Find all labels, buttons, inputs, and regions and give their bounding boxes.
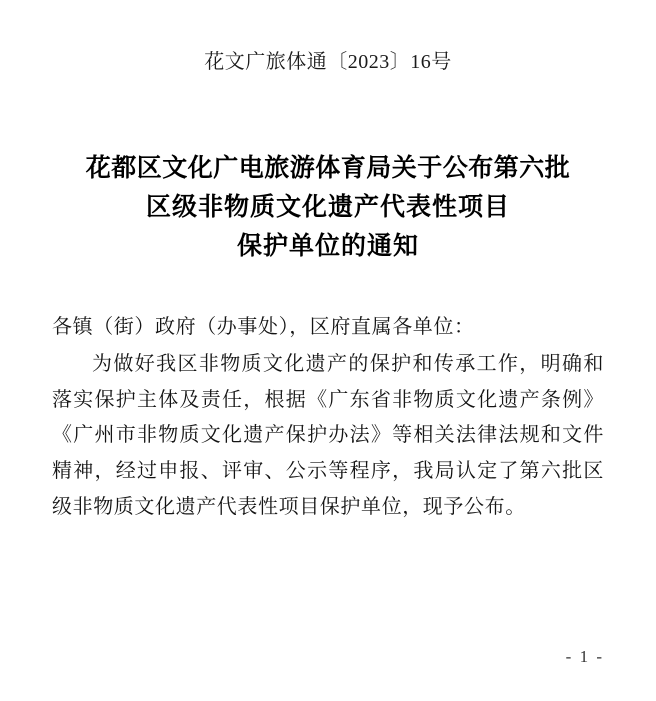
document-page xyxy=(0,48,656,701)
title-line-3: 保护单位的通知 xyxy=(236,232,419,260)
body-paragraph: 为做好我区非物质文化遗产的保护和传承工作，明确和落实保护主体及责任，根据《广东省非物质文化遗产条例》《广州市非物质文化遗产保护办法》等相关法律法规和文件精神，经过申报、评审、公示等程序，我局认定了第六批区级非物质文化遗产代表性项目保护单位，现予公布。 xyxy=(52,353,604,518)
title-line-2: 区级非物质文化遗产代表性项目 xyxy=(145,193,510,221)
document-title xyxy=(52,150,604,266)
document-number: 花文广旅体通〔2023〕16号 xyxy=(204,51,452,73)
salutation: 各镇（街）政府（办事处），区府直属各单位： xyxy=(52,316,475,339)
page-number: - 1 - xyxy=(565,647,604,666)
title-line-1: 花都区文化广电旅游体育局关于公布第六批 xyxy=(85,155,571,182)
